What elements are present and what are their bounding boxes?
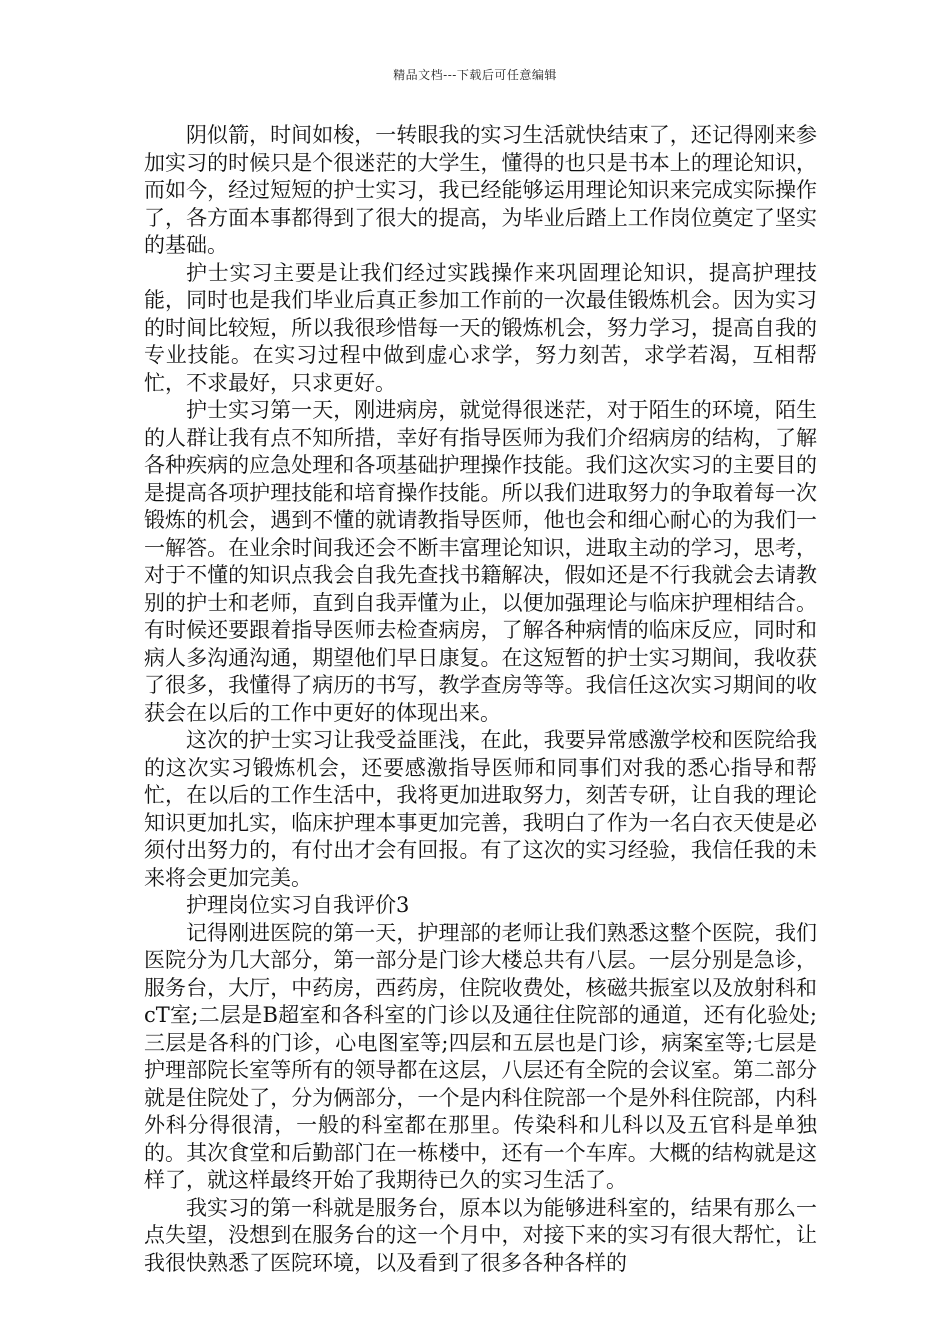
- paragraph-4: 这次的护士实习让我受益匪浅，在此，我要异常感激学校和医院给我的这次实习锻炼机会，还要感激指导医师和同事们对我的悉心指导和帮忙，在以后的工作生活中，我将更加进取努力，刻苦专研，让自我的理论知识更加扎实，临床护理本事更加完善，我明白了作为一名白衣天使是必须付出努力的，有付出才会有回报。有了这次的实习经验，我信任我的未来将会更加完美。: [144, 728, 817, 890]
- paragraph-1: 阴似箭，时间如梭，一转眼我的实习生活就快结束了，还记得刚来参加实习的时候只是个很迷茫的大学生，懂得的也只是书本上的理论知识，而如今，经过短短的护士实习，我已经能够运用理论知识来完成实际操作了，各方面本事都得到了很大的提高，为毕业后踏上工作岗位奠定了坚实的基础。: [144, 123, 817, 257]
- document-body: [144, 122, 817, 1277]
- page-header: 精品文档---下载后可任意编辑: [393, 68, 557, 82]
- paragraph-6: 我实习的第一科就是服务台，原本以为能够进科室的，结果有那么一点失望，没想到在服务台的这一个月中，对接下来的实习有很大帮忙，让我很快熟悉了医院环境，以及看到了很多各种各样的: [144, 1195, 817, 1275]
- section-heading: 护理岗位实习自我评价3: [186, 893, 410, 917]
- paragraph-3: 护士实习第一天，刚进病房，就觉得很迷茫，对于陌生的环境，陌生的人群让我有点不知所措，幸好有指导医师为我们介绍病房的结构，了解各种疾病的应急处理和各项基础护理操作技能。我们这次实习的主要目的是提高各项护理技能和培育操作技能。所以我们进取努力的争取着每一次锻炼的机会，遇到不懂的就请教指导医师，他也会和细心耐心的为我们一一解答。在业余时间我还会不断丰富理论知识，进取主动的学习，思考，对于不懂的知识点我会自我先查找书籍解决，假如还是不行我就会去请教别的护士和老师，直到自我弄懂为止，以便加强理论与临床护理相结合。有时候还要跟着指导医师去检查病房，了解各种病情的临床反应，同时和病人多沟通沟通，期望他们早日康复。在这短暂的护士实习期间，我收获了很多，我懂得了病历的书写，教学查房等等。我信任这次实习期间的收获会在以后的工作中更好的体现出来。: [144, 398, 817, 725]
- paragraph-5: 记得刚进医院的第一天，护理部的老师让我们熟悉这整个医院，我们医院分为几大部分，第一部分是门诊大楼总共有八层。一层分别是急诊，服务台，大厅，中药房，西药房，住院收费处，核磁共振室以及放射科和cT室;二层是B超室和各科室的门诊以及通往住院部的通道，还有化验处;三层是各科的门诊，心电图室等;四层和五层也是门诊，病案室等;七层是护理部院长室等所有的领导都在这层，八层还有全院的会议室。第二部分就是住院处了，分为俩部分，一个是内科住院部一个是外科住院部，内科外科分得很清，一般的科室都在那里。传染科和儿科以及五官科是单独的。其次食堂和后勤部门在一栋楼中，还有一个车库。大概的结构就是这样了，就这样最终开始了我期待已久的实习生活了。: [144, 920, 817, 1192]
- paragraph-2: 护士实习主要是让我们经过实践操作来巩固理论知识，提高护理技能，同时也是我们毕业后真正参加工作前的一次最佳锻炼机会。因为实习的时间比较短，所以我很珍惜每一天的锻炼机会，努力学习，提高自我的专业技能。在实习过程中做到虚心求学，努力刻苦，求学若渴，互相帮忙，不求最好，只求更好。: [144, 260, 817, 395]
